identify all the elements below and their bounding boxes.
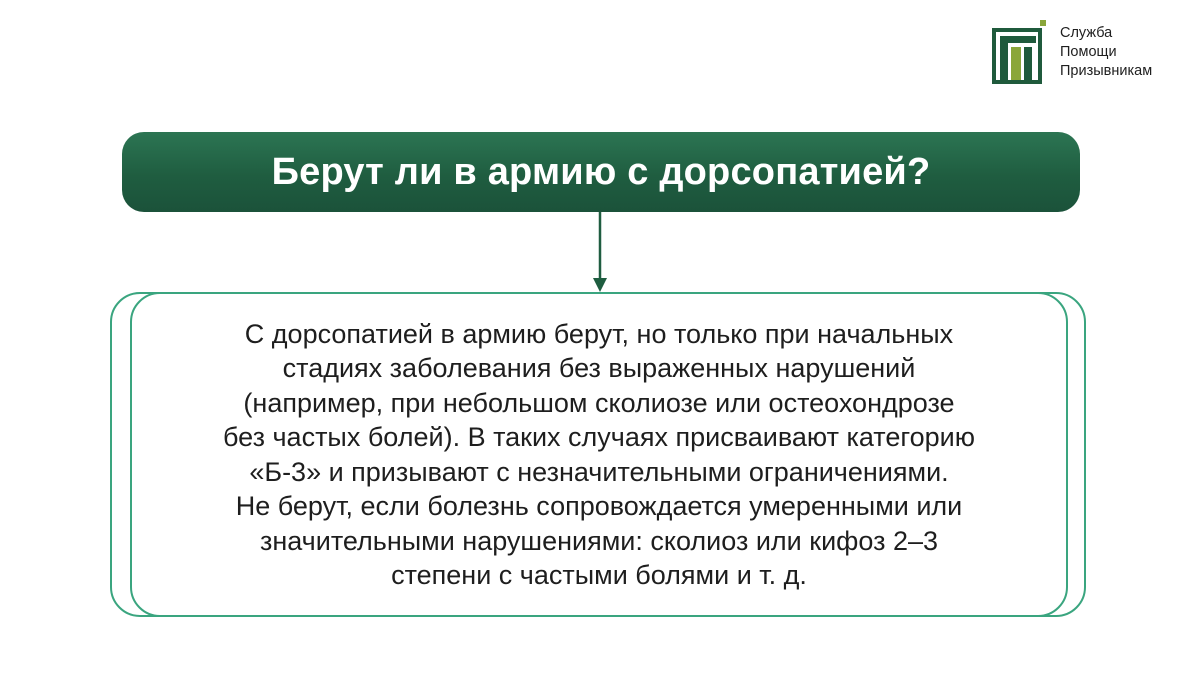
logo-text	[1060, 24, 1152, 81]
arrow-down-icon	[590, 212, 610, 294]
answer-line: значительными нарушениями: сколиоз или кифоз 2–3	[259, 525, 939, 556]
logo-icon	[992, 20, 1048, 84]
answer-card	[130, 292, 1068, 617]
answer-text	[149, 317, 1049, 593]
title-banner	[122, 132, 1080, 212]
answer-line: стадиях заболевания без выраженных нарушений	[282, 353, 916, 383]
answer-line: «Б-3» и призывают с незначительными ограничениями.	[249, 456, 949, 487]
logo	[992, 20, 1162, 90]
answer-line: степени с частыми болями и т. д.	[391, 560, 807, 590]
answer-line: (например, при небольшом сколиозе или остеохондрозе	[243, 387, 955, 418]
page-title: Берут ли в армию с дорсопатией?	[271, 150, 931, 193]
answer-line: без частых болей). В таких случаях присваивают категорию	[223, 422, 975, 452]
logo-text-line2: Помощи	[1060, 44, 1117, 60]
logo-text-line3: Призывникам	[1060, 63, 1153, 79]
logo-text-line1: Служба	[1060, 25, 1113, 41]
answer-line: Не берут, если болезнь сопровождается умеренными или	[235, 491, 963, 521]
answer-line: С дорсопатией в армию берут, но только при начальных	[244, 318, 954, 349]
